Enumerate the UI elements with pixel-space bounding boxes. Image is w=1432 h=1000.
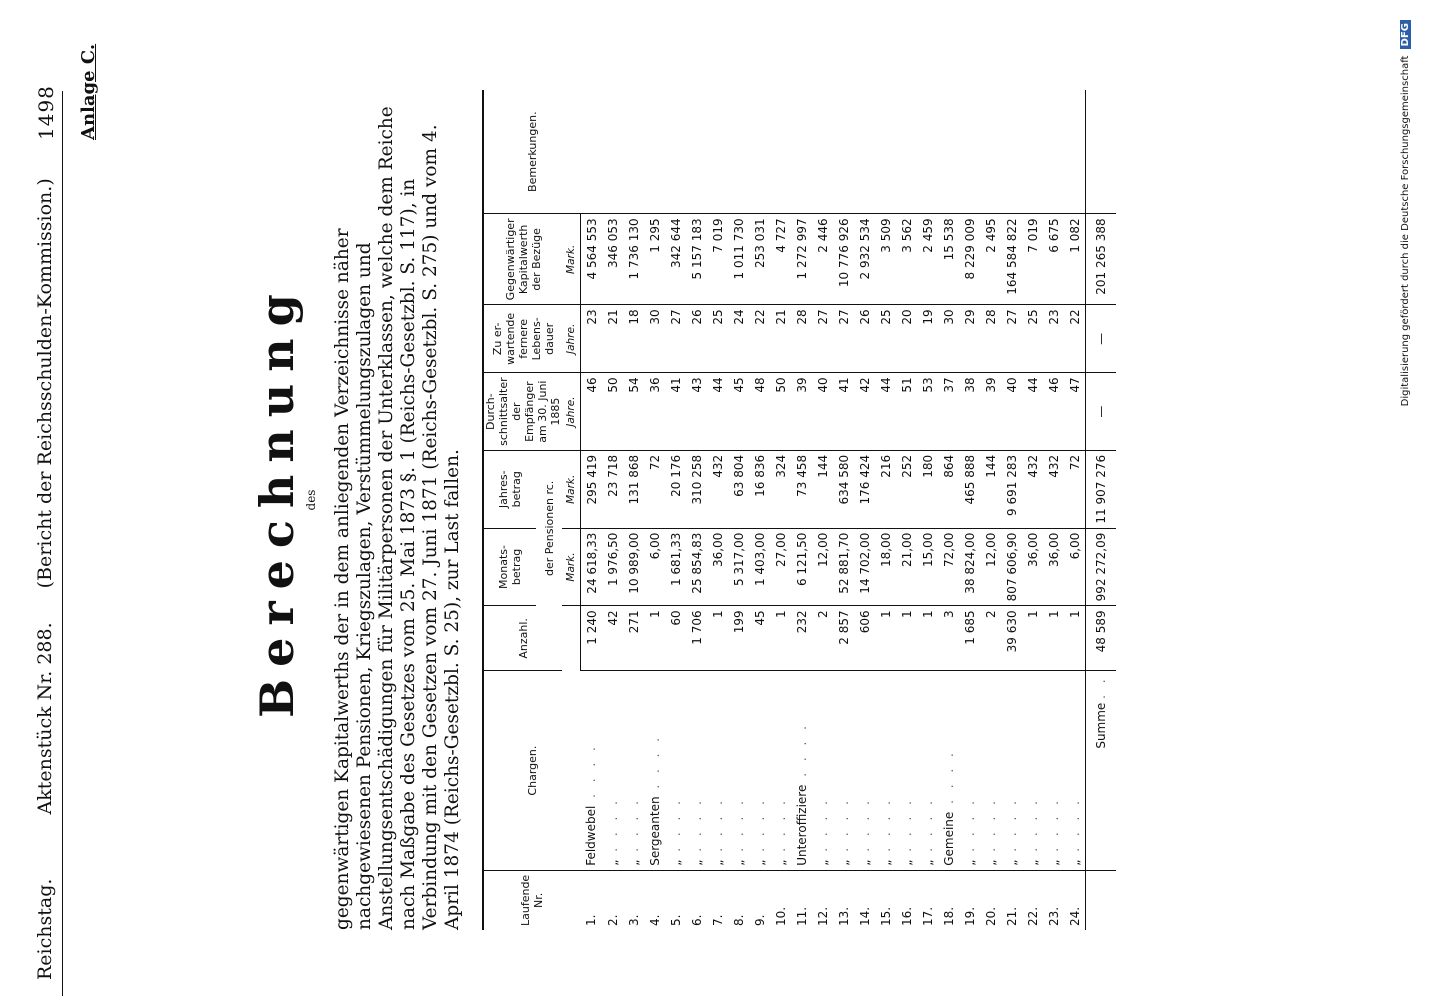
row-kapital: 5 157 183 <box>686 214 707 305</box>
row-alter: 37 <box>938 373 959 451</box>
row-jahres: 295 419 <box>581 450 603 528</box>
row-nr: 13. <box>836 906 851 926</box>
row-monat: 18,00 <box>875 528 896 606</box>
header-monat: Monats-betrag <box>483 528 536 606</box>
row-monat: 1 681,33 <box>665 528 686 606</box>
row-anzahl: 1 <box>1022 606 1043 671</box>
row-alter: 51 <box>896 373 917 451</box>
row-kapital: 253 031 <box>749 214 770 305</box>
row-nr: 2. <box>605 914 620 926</box>
row-chargen: „ . . . . <box>812 671 833 870</box>
row-nr: 22. <box>1025 906 1040 926</box>
row-dauer: 21 <box>602 305 623 373</box>
row-chargen: „ . . . . <box>1043 671 1064 870</box>
table-row <box>833 90 854 930</box>
row-nr: 21. <box>1004 906 1019 926</box>
row-dauer: 19 <box>917 305 938 373</box>
row-kapital: 8 229 009 <box>959 214 980 305</box>
row-bemerkungen <box>917 90 938 214</box>
table-row <box>980 90 1001 930</box>
header-pension-span: der Pensionen rc. <box>542 480 556 577</box>
row-chargen: Feldwebel . . . . <box>581 671 603 870</box>
row-chargen: „ . . . . <box>770 671 791 870</box>
row-monat: 5 317,00 <box>728 528 749 606</box>
header-nr: Laufende Nr. <box>483 870 581 930</box>
table-row <box>749 90 770 930</box>
row-chargen: „ . . . . <box>623 671 644 870</box>
row-monat: 25 854,83 <box>686 528 707 606</box>
row-chargen: „ . . . . <box>686 671 707 870</box>
row-bemerkungen <box>1043 90 1064 214</box>
row-monat: 6,00 <box>1064 528 1086 606</box>
row-anzahl: 1 <box>896 606 917 671</box>
row-bemerkungen <box>959 90 980 214</box>
row-nr: 14. <box>857 906 872 926</box>
row-alter: 40 <box>812 373 833 451</box>
row-monat: 21,00 <box>896 528 917 606</box>
row-chargen: „ . . . . <box>875 671 896 870</box>
header-rule <box>62 91 63 996</box>
row-anzahl: 199 <box>728 606 749 671</box>
row-dauer: 27 <box>665 305 686 373</box>
row-nr: 3. <box>626 914 641 926</box>
row-bemerkungen <box>938 90 959 214</box>
row-bemerkungen <box>770 90 791 214</box>
row-bemerkungen <box>686 90 707 214</box>
row-dauer: 25 <box>1022 305 1043 373</box>
row-chargen: „ . . . . <box>959 671 980 870</box>
row-jahres: 131 868 <box>623 450 644 528</box>
row-anzahl: 2 857 <box>833 606 854 671</box>
row-anzahl: 606 <box>854 606 875 671</box>
row-jahres: 432 <box>707 450 728 528</box>
row-nr: 10. <box>773 906 788 926</box>
row-dauer: 29 <box>959 305 980 373</box>
row-monat: 36,00 <box>1043 528 1064 606</box>
row-jahres: 20 176 <box>665 450 686 528</box>
row-monat: 1 976,50 <box>602 528 623 606</box>
row-anzahl: 1 <box>1064 606 1086 671</box>
row-dauer: 21 <box>770 305 791 373</box>
row-chargen: „ . . . . <box>1001 671 1022 870</box>
intro-paragraph <box>332 90 464 930</box>
row-kapital: 7 019 <box>1022 214 1043 305</box>
row-jahres: 432 <box>1043 450 1064 528</box>
row-jahres: 310 258 <box>686 450 707 528</box>
row-anzahl: 1 <box>770 606 791 671</box>
page-title: Berechnung <box>250 282 304 718</box>
row-anzahl: 1 <box>644 606 665 671</box>
row-anzahl: 39 630 <box>1001 606 1022 671</box>
header-lebensdauer: Zu er-wartende fernere Lebens-dauer <box>483 305 562 373</box>
row-kapital: 1 736 130 <box>623 214 644 305</box>
row-chargen: „ . . . . <box>896 671 917 870</box>
row-jahres: 864 <box>938 450 959 528</box>
row-kapital: 6 675 <box>1043 214 1064 305</box>
row-monat: 52 881,70 <box>833 528 854 606</box>
row-alter: 43 <box>686 373 707 451</box>
row-anzahl: 1 <box>917 606 938 671</box>
row-jahres: 252 <box>896 450 917 528</box>
table-body <box>581 90 1086 930</box>
row-dauer: 28 <box>791 305 812 373</box>
row-alter: 44 <box>707 373 728 451</box>
title-connector: des <box>304 489 318 511</box>
table-row <box>644 90 665 930</box>
total-anzahl: 48 589 <box>1086 606 1117 671</box>
row-nr: 17. <box>920 906 935 926</box>
row-kapital: 2 932 534 <box>854 214 875 305</box>
row-bemerkungen <box>833 90 854 214</box>
table-row <box>728 90 749 930</box>
row-bemerkungen <box>1064 90 1086 214</box>
header-reichstag: Reichstag. <box>34 878 56 980</box>
row-chargen: „ . . . . <box>980 671 1001 870</box>
row-jahres: 16 836 <box>749 450 770 528</box>
header-bemerkungen: Bemerkungen. <box>483 90 581 214</box>
total-jahres: 11 907 276 <box>1086 450 1117 528</box>
row-jahres: 23 718 <box>602 450 623 528</box>
row-dauer: 27 <box>1001 305 1022 373</box>
unit-monat: Mark. <box>562 528 581 606</box>
row-monat: 72,00 <box>938 528 959 606</box>
row-kapital: 4 727 <box>770 214 791 305</box>
row-chargen: Unteroffiziere . . . . <box>791 671 812 870</box>
row-kapital: 2 446 <box>812 214 833 305</box>
row-alter: 53 <box>917 373 938 451</box>
row-chargen: „ . . . . <box>602 671 623 870</box>
row-kapital: 7 019 <box>707 214 728 305</box>
digitization-footer <box>1400 20 1411 980</box>
row-monat: 12,00 <box>812 528 833 606</box>
row-dauer: 25 <box>875 305 896 373</box>
row-kapital: 1 295 <box>644 214 665 305</box>
row-jahres: 72 <box>644 450 665 528</box>
row-chargen: „ . . . . <box>665 671 686 870</box>
row-nr: 15. <box>878 906 893 926</box>
table-row <box>1043 90 1064 930</box>
unit-anzahl <box>562 606 581 671</box>
row-nr: 1. <box>584 914 599 926</box>
row-nr: 18. <box>941 906 956 926</box>
table-row <box>896 90 917 930</box>
row-anzahl: 42 <box>602 606 623 671</box>
row-kapital: 164 584 822 <box>1001 214 1022 305</box>
header-anzahl: Anzahl. <box>483 606 562 671</box>
row-dauer: 25 <box>707 305 728 373</box>
row-chargen: „ . . . . <box>917 671 938 870</box>
table-row <box>623 90 644 930</box>
row-nr: 11. <box>794 906 809 926</box>
row-monat: 1 403,00 <box>749 528 770 606</box>
row-alter: 40 <box>1001 373 1022 451</box>
table-row <box>707 90 728 930</box>
row-nr: 20. <box>983 906 998 926</box>
row-bemerkungen <box>749 90 770 214</box>
row-chargen: „ . . . . <box>854 671 875 870</box>
row-alter: 47 <box>1064 373 1086 451</box>
row-monat: 38 824,00 <box>959 528 980 606</box>
row-bemerkungen <box>1022 90 1043 214</box>
unit-jahres: Mark. <box>562 450 581 528</box>
row-alter: 36 <box>644 373 665 451</box>
row-alter: 50 <box>602 373 623 451</box>
row-chargen: „ . . . . <box>728 671 749 870</box>
total-nr <box>1086 870 1117 930</box>
row-anzahl: 3 <box>938 606 959 671</box>
dfg-logo: DFG <box>1400 20 1411 49</box>
row-anzahl: 271 <box>623 606 644 671</box>
row-jahres: 63 804 <box>728 450 749 528</box>
row-monat: 36,00 <box>707 528 728 606</box>
row-nr: 8. <box>731 914 746 926</box>
page-number: 1498 <box>34 85 58 140</box>
row-monat: 24 618,33 <box>581 528 603 606</box>
row-alter: 48 <box>749 373 770 451</box>
row-kapital: 1 082 <box>1064 214 1086 305</box>
row-bemerkungen <box>812 90 833 214</box>
row-monat: 15,00 <box>917 528 938 606</box>
row-nr: 23. <box>1046 906 1061 926</box>
row-kapital: 1 011 730 <box>728 214 749 305</box>
row-kapital: 15 538 <box>938 214 959 305</box>
row-alter: 39 <box>980 373 1001 451</box>
row-jahres: 432 <box>1022 450 1043 528</box>
row-kapital: 2 495 <box>980 214 1001 305</box>
row-nr: 24. <box>1067 906 1082 926</box>
row-chargen: Gemeine . . . . <box>938 671 959 870</box>
row-alter: 42 <box>854 373 875 451</box>
row-monat: 807 606,90 <box>1001 528 1022 606</box>
row-alter: 46 <box>581 373 603 451</box>
row-dauer: 26 <box>854 305 875 373</box>
table-row <box>665 90 686 930</box>
total-label: Summe . . <box>1086 671 1117 870</box>
total-row <box>1086 90 1117 930</box>
row-anzahl: 45 <box>749 606 770 671</box>
intro-text: gegenwärtigen Kapitalwerths der in dem anliegenden Verzeichnisse näher nachgewiesenen Pensionen, Kriegszulagen, Verstümmelungszulagen und Anstellungsentschädigungen für Militärpersonen der Unterklassen, welche dem Reiche nach Maßgabe des Gesetzes vom 25. Mai 1873 §. 1 (Reichs-Gesetzbl. S. 117), in Verbindung mit den Gesetzen vom 27. Juni 1871 (Reichs-Gesetzbl. S. 275) und vom 4. April 1874 (Reichs-Gesetzbl. S. 25), zur Last fallen. <box>332 106 463 930</box>
row-dauer: 30 <box>938 305 959 373</box>
table-row <box>1001 90 1022 930</box>
pension-table <box>482 90 1116 930</box>
row-alter: 54 <box>623 373 644 451</box>
row-jahres: 634 580 <box>833 450 854 528</box>
row-jahres: 180 <box>917 450 938 528</box>
row-anzahl: 2 <box>812 606 833 671</box>
row-monat: 12,00 <box>980 528 1001 606</box>
table-row <box>959 90 980 930</box>
row-monat: 6 121,50 <box>791 528 812 606</box>
row-bemerkungen <box>581 90 603 214</box>
row-dauer: 27 <box>812 305 833 373</box>
row-nr: 4. <box>647 914 662 926</box>
table-row <box>917 90 938 930</box>
row-jahres: 216 <box>875 450 896 528</box>
row-bemerkungen <box>854 90 875 214</box>
row-bemerkungen <box>623 90 644 214</box>
row-alter: 44 <box>875 373 896 451</box>
row-anzahl: 1 <box>707 606 728 671</box>
header-chargen: Chargen. <box>483 671 581 870</box>
table-row <box>581 90 603 930</box>
total-monat: 992 272,09 <box>1086 528 1117 606</box>
unit-kapital: Mark. <box>562 214 581 305</box>
total-dauer: — <box>1086 305 1117 373</box>
row-anzahl: 232 <box>791 606 812 671</box>
row-jahres: 176 424 <box>854 450 875 528</box>
row-kapital: 2 459 <box>917 214 938 305</box>
row-jahres: 465 888 <box>959 450 980 528</box>
row-bemerkungen <box>602 90 623 214</box>
row-nr: 19. <box>962 906 977 926</box>
row-anzahl: 1 <box>1043 606 1064 671</box>
header-aktenstueck: Aktenstück Nr. 288. <box>34 622 56 815</box>
row-bemerkungen <box>665 90 686 214</box>
row-kapital: 10 776 926 <box>833 214 854 305</box>
table-row <box>854 90 875 930</box>
table-row <box>938 90 959 930</box>
header-durchschnitt: Durch-schnittsalter der Empfänger am 30. Juni 1885 <box>483 373 562 451</box>
row-jahres: 144 <box>812 450 833 528</box>
row-monat: 36,00 <box>1022 528 1043 606</box>
row-alter: 41 <box>665 373 686 451</box>
table-row <box>791 90 812 930</box>
table-row <box>812 90 833 930</box>
header-kapital: Gegenwärtiger Kapitalwerth der Bezüge <box>483 214 562 305</box>
row-chargen: „ . . . . <box>707 671 728 870</box>
row-kapital: 4 564 553 <box>581 214 603 305</box>
row-anzahl: 1 <box>875 606 896 671</box>
row-kapital: 342 644 <box>665 214 686 305</box>
row-anzahl: 1 706 <box>686 606 707 671</box>
row-anzahl: 1 240 <box>581 606 603 671</box>
row-alter: 39 <box>791 373 812 451</box>
row-dauer: 28 <box>980 305 1001 373</box>
row-chargen: „ . . . . <box>1064 671 1086 870</box>
row-dauer: 18 <box>623 305 644 373</box>
row-monat: 10 989,00 <box>623 528 644 606</box>
row-bemerkungen <box>707 90 728 214</box>
footer-text: Digitalisierung gefördert durch die Deutsche Forschungsgemeinschaft <box>1400 55 1411 407</box>
row-bemerkungen <box>1001 90 1022 214</box>
table-row <box>602 90 623 930</box>
row-bemerkungen <box>875 90 896 214</box>
row-chargen: „ . . . . <box>1022 671 1043 870</box>
row-kapital: 3 562 <box>896 214 917 305</box>
row-jahres: 144 <box>980 450 1001 528</box>
row-nr: 9. <box>752 914 767 926</box>
running-header <box>34 150 56 980</box>
row-nr: 16. <box>899 906 914 926</box>
row-alter: 50 <box>770 373 791 451</box>
row-nr: 7. <box>710 914 725 926</box>
table-row <box>875 90 896 930</box>
row-alter: 45 <box>728 373 749 451</box>
total-kapital: 201 265 388 <box>1086 214 1117 305</box>
header-bericht: (Bericht der Reichsschulden-Kommission.) <box>34 178 56 589</box>
row-bemerkungen <box>980 90 1001 214</box>
row-kapital: 1 272 997 <box>791 214 812 305</box>
unit-durchschnitt: Jahre. <box>562 373 581 451</box>
row-alter: 38 <box>959 373 980 451</box>
row-nr: 6. <box>689 914 704 926</box>
row-dauer: 24 <box>728 305 749 373</box>
row-bemerkungen <box>896 90 917 214</box>
row-dauer: 23 <box>1043 305 1064 373</box>
row-dauer: 27 <box>833 305 854 373</box>
row-anzahl: 1 685 <box>959 606 980 671</box>
row-nr: 5. <box>668 914 683 926</box>
row-dauer: 26 <box>686 305 707 373</box>
row-monat: 27,00 <box>770 528 791 606</box>
row-bemerkungen <box>644 90 665 214</box>
row-chargen: „ . . . . <box>749 671 770 870</box>
row-monat: 6,00 <box>644 528 665 606</box>
row-dauer: 20 <box>896 305 917 373</box>
row-jahres: 73 458 <box>791 450 812 528</box>
row-dauer: 22 <box>749 305 770 373</box>
table-row <box>1022 90 1043 930</box>
anlage-label: Anlage C. <box>78 43 99 140</box>
row-kapital: 3 509 <box>875 214 896 305</box>
row-chargen: „ . . . . <box>833 671 854 870</box>
row-chargen: Sergeanten . . . . <box>644 671 665 870</box>
row-bemerkungen <box>728 90 749 214</box>
table-row <box>770 90 791 930</box>
row-alter: 46 <box>1043 373 1064 451</box>
row-kapital: 346 053 <box>602 214 623 305</box>
total-alter: — <box>1086 373 1117 451</box>
unit-lebensdauer: Jahre. <box>562 305 581 373</box>
row-dauer: 23 <box>581 305 603 373</box>
table-row <box>686 90 707 930</box>
row-anzahl: 60 <box>665 606 686 671</box>
row-nr: 12. <box>815 906 830 926</box>
row-alter: 41 <box>833 373 854 451</box>
row-anzahl: 2 <box>980 606 1001 671</box>
header-jahres: Jahres-betrag <box>483 450 536 528</box>
row-bemerkungen <box>791 90 812 214</box>
total-bemerkungen <box>1086 90 1117 214</box>
row-alter: 44 <box>1022 373 1043 451</box>
table-row <box>1064 90 1086 930</box>
row-jahres: 9 691 283 <box>1001 450 1022 528</box>
row-jahres: 72 <box>1064 450 1086 528</box>
row-dauer: 30 <box>644 305 665 373</box>
row-jahres: 324 <box>770 450 791 528</box>
row-monat: 14 702,00 <box>854 528 875 606</box>
row-dauer: 22 <box>1064 305 1086 373</box>
